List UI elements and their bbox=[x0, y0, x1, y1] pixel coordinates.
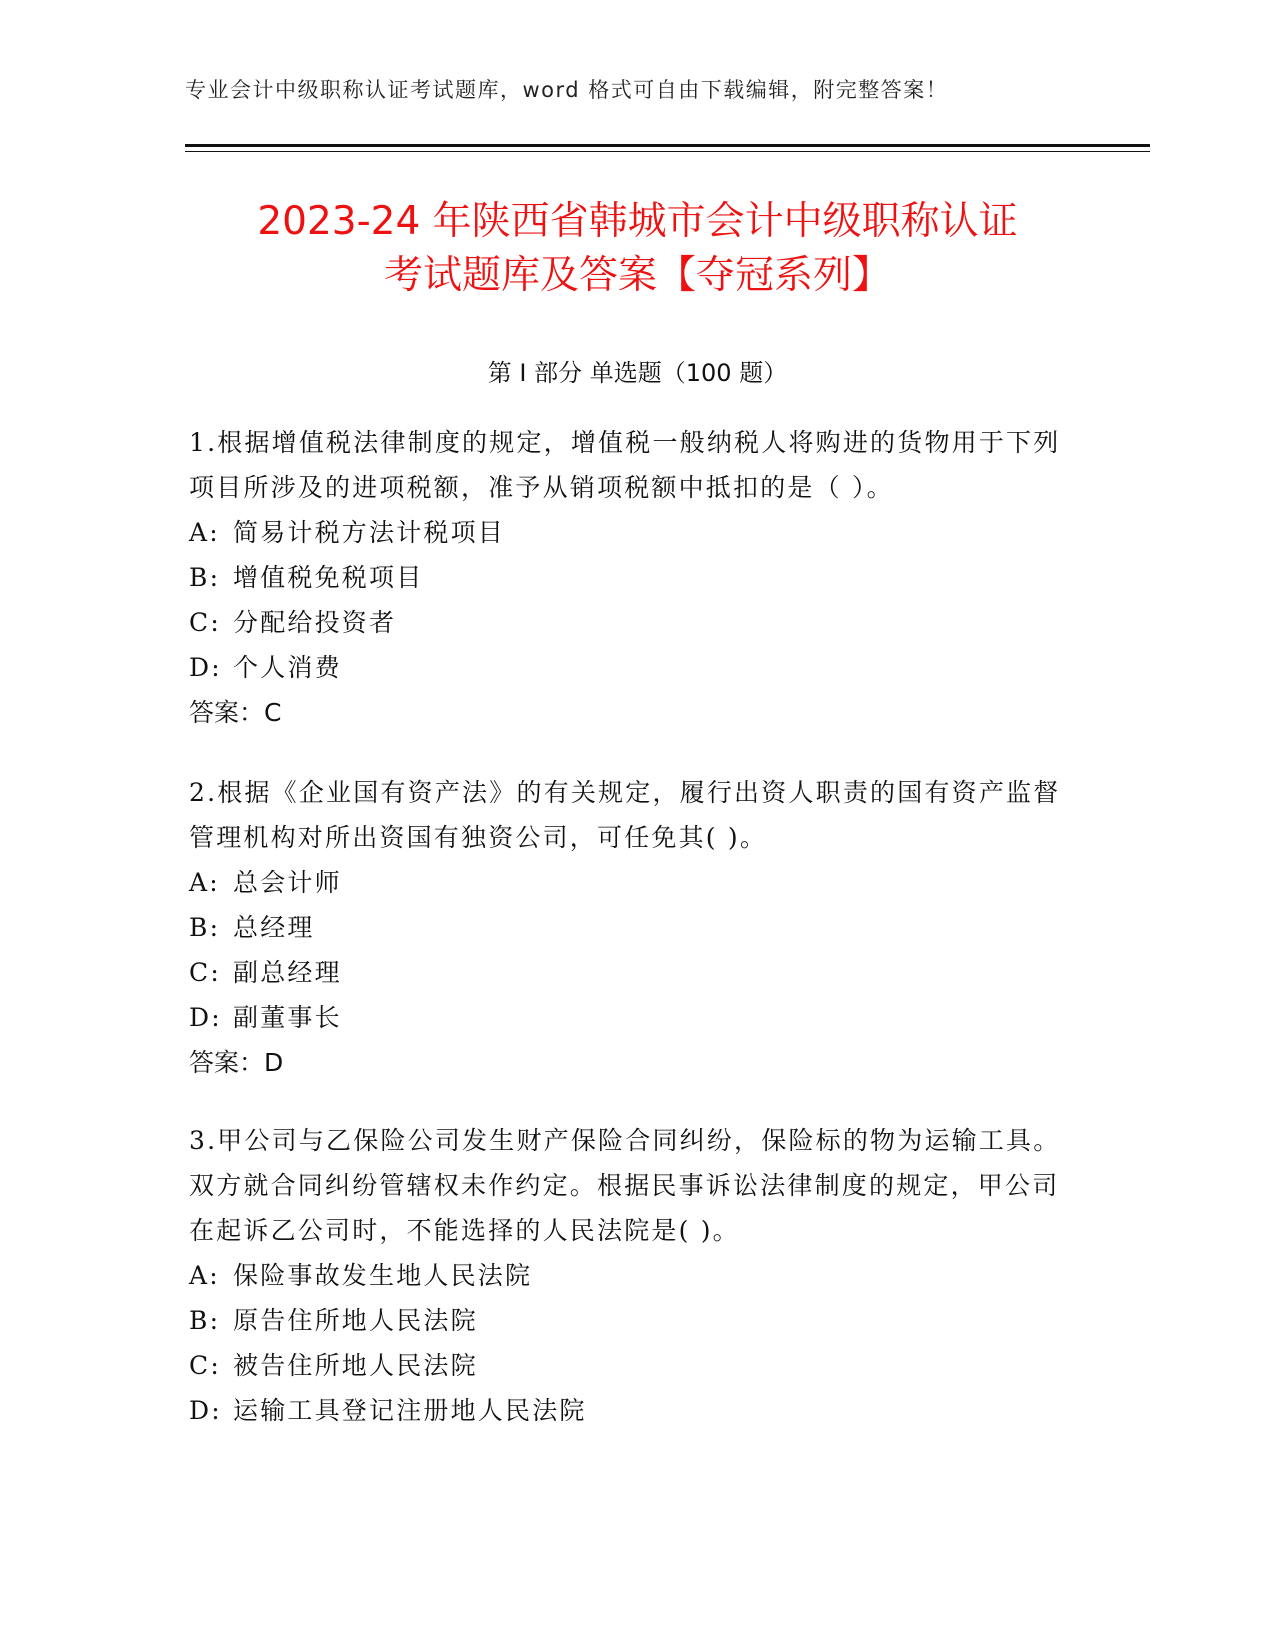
option-letter: B: bbox=[189, 1306, 221, 1335]
option-a bbox=[189, 1253, 1069, 1298]
option-c bbox=[189, 1343, 1069, 1388]
answer: 答案：C bbox=[189, 698, 282, 727]
option-text: 个人消费 bbox=[233, 653, 342, 682]
header-rule-thick bbox=[185, 144, 1150, 147]
option-letter: A: bbox=[189, 1261, 220, 1290]
option-letter: D: bbox=[189, 1396, 222, 1425]
header-rule-thin bbox=[185, 151, 1150, 152]
option-b bbox=[189, 905, 1069, 950]
option-letter: A: bbox=[189, 868, 220, 897]
option-d bbox=[189, 1388, 1069, 1433]
section-heading: 第 I 部分 单选题（100 题） bbox=[487, 359, 788, 387]
option-letter: C: bbox=[189, 1351, 221, 1380]
option-c bbox=[189, 950, 1069, 995]
answer: 答案：D bbox=[189, 1048, 284, 1077]
question-stem: 1.根据增值税法律制度的规定，增值税一般纳税人将购进的货物用于下列项目所涉及的进项税额，准予从销项税额中抵扣的是（ ）。 bbox=[189, 428, 1061, 502]
option-text: 被告住所地人民法院 bbox=[233, 1351, 478, 1380]
option-text: 分配给投资者 bbox=[233, 608, 397, 637]
question-2 bbox=[189, 770, 1069, 1085]
option-letter: C: bbox=[189, 958, 221, 987]
option-text: 副总经理 bbox=[233, 958, 342, 987]
option-b bbox=[189, 555, 1069, 600]
option-text: 保险事故发生地人民法院 bbox=[233, 1261, 533, 1290]
option-text: 原告住所地人民法院 bbox=[233, 1306, 478, 1335]
question-3 bbox=[189, 1118, 1069, 1433]
option-letter: A: bbox=[189, 518, 220, 547]
option-text: 运输工具登记注册地人民法院 bbox=[233, 1396, 587, 1425]
option-text: 简易计税方法计税项目 bbox=[233, 518, 506, 547]
option-letter: D: bbox=[189, 653, 222, 682]
question-stem: 2.根据《企业国有资产法》的有关规定，履行出资人职责的国有资产监督管理机构对所出资国有独资公司，可任免其( )。 bbox=[189, 778, 1061, 852]
option-letter: C: bbox=[189, 608, 221, 637]
option-d bbox=[189, 995, 1069, 1040]
header-note: 专业会计中级职称认证考试题库，word 格式可自由下载编辑，附完整答案！ bbox=[185, 78, 949, 102]
document-title bbox=[150, 195, 1125, 303]
option-a bbox=[189, 860, 1069, 905]
option-a bbox=[189, 510, 1069, 555]
option-letter: B: bbox=[189, 563, 221, 592]
option-text: 总经理 bbox=[233, 913, 315, 942]
option-text: 增值税免税项目 bbox=[233, 563, 424, 592]
document-title-line-2: 考试题库及答案【夺冠系列】 bbox=[383, 253, 891, 298]
option-d bbox=[189, 645, 1069, 690]
option-c bbox=[189, 600, 1069, 645]
question-stem: 3.甲公司与乙保险公司发生财产保险合同纠纷，保险标的物为运输工具。双方就合同纠纷管辖权未作约定。根据民事诉讼法律制度的规定，甲公司在起诉乙公司时，不能选择的人民法院是( )。 bbox=[189, 1126, 1061, 1245]
option-letter: B: bbox=[189, 913, 221, 942]
option-text: 总会计师 bbox=[233, 868, 342, 897]
option-text: 副董事长 bbox=[233, 1003, 342, 1032]
option-b bbox=[189, 1298, 1069, 1343]
question-1 bbox=[189, 420, 1069, 735]
option-letter: D: bbox=[189, 1003, 222, 1032]
document-title-line-1: 2023-24 年陕西省韩城市会计中级职称认证 bbox=[257, 199, 1018, 244]
